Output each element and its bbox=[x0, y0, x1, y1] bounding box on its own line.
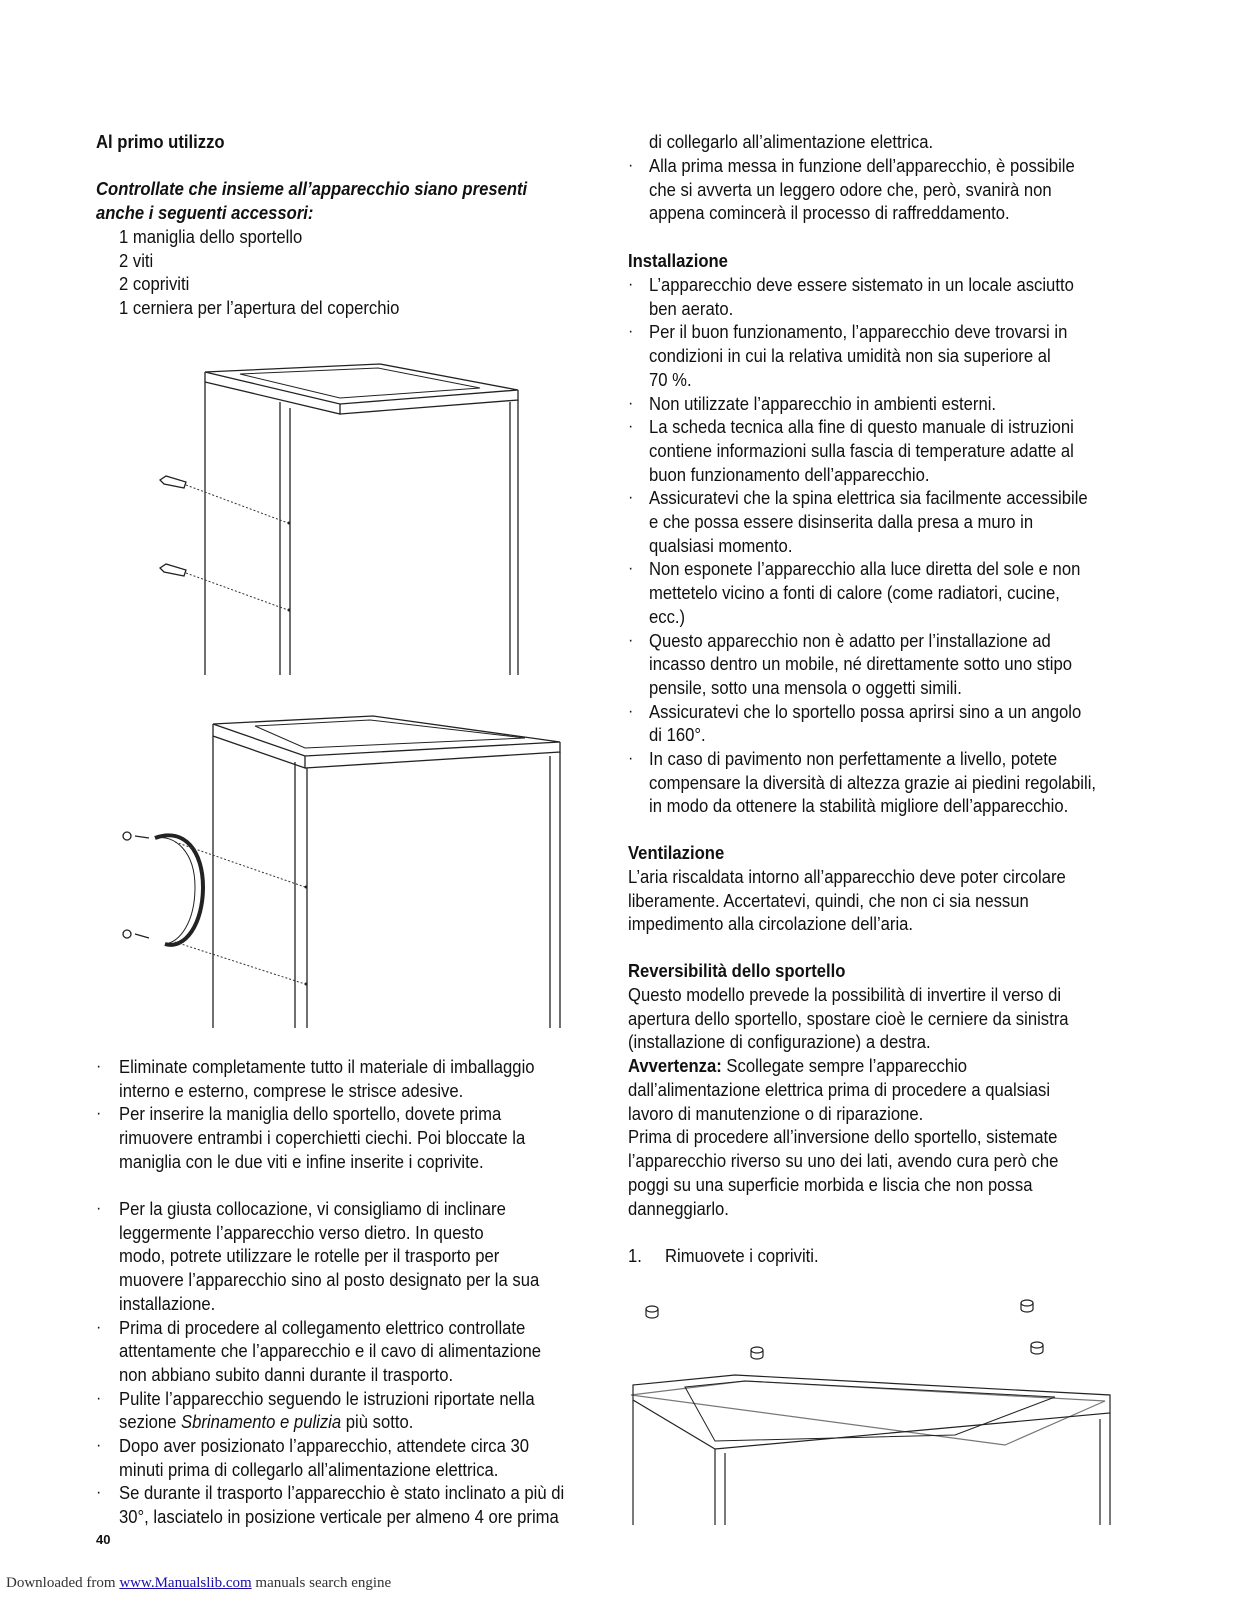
list-item-line: buon funzionamento dell’apparecchio. bbox=[649, 463, 930, 485]
list-item-line: e che possa essere disinserita dalla presa a muro in bbox=[649, 511, 1034, 532]
paragraph-line: liberamente. Accertatevi, quindi, che non ci sia nessun bbox=[628, 889, 1029, 911]
list-item-line: installazione. bbox=[119, 1292, 216, 1314]
list-item-line: compensare la diversità di altezza grazie ai piedini regolabili, bbox=[649, 771, 1097, 793]
cabinet-handle-illustration bbox=[115, 712, 565, 1032]
list-item-line: Per il buon funzionamento, l’apparecchio deve trovarsi in bbox=[649, 321, 1068, 343]
bullet-dot: · bbox=[628, 560, 634, 578]
section-prefix: sezione bbox=[119, 1411, 182, 1433]
list-item-line: Alla prima messa in funzione dell’apparecchio, è possibile bbox=[649, 155, 1075, 176]
bullet-dot: · bbox=[628, 750, 634, 767]
accessory-item: 1 cerniera per l’apertura del coperchio bbox=[119, 297, 400, 319]
bullet-dot: · bbox=[96, 1105, 102, 1123]
list-item-line: di 160°. bbox=[649, 724, 706, 746]
list-item-line: Questo apparecchio non è adatto per l’installazione ad bbox=[649, 629, 1051, 651]
list-item-line: interno e esterno, comprese le strisce adesive. bbox=[119, 1079, 464, 1101]
section-suffix: più sotto. bbox=[341, 1411, 414, 1433]
warning-line bbox=[628, 1054, 967, 1078]
paragraph-line: L’aria riscaldata intorno all’apparecchio deve poter circolare bbox=[628, 866, 1066, 887]
list-item-line: non abbiano subito danni durante il trasporto. bbox=[119, 1363, 454, 1385]
list-item-line: Non utilizzate l’apparecchio in ambienti esterni. bbox=[649, 392, 997, 414]
list-item-line: Non esponete l’apparecchio alla luce diretta del sole e non bbox=[649, 558, 1081, 580]
bullet-dot: · bbox=[628, 631, 634, 649]
paragraph-line: Prima di procedere all’inversione dello sportello, sistemate bbox=[628, 1126, 1058, 1148]
bullet-dot: · bbox=[96, 1437, 102, 1454]
section-title: Al primo utilizzo bbox=[96, 131, 225, 152]
paragraph-line: apertura dello sportello, spostare cioè le cerniere da sinistra bbox=[628, 1007, 1069, 1029]
list-item-line: in modo da ottenere la stabilità migliore dell’apparecchio. bbox=[649, 795, 1069, 817]
list-item-line: pensile, sotto una mensola o oggetti simili. bbox=[649, 676, 962, 698]
list-item-line: condizioni in cui la relativa umidità non sia superiore al bbox=[649, 345, 1051, 367]
warning-label: Avvertenza: bbox=[628, 1055, 722, 1076]
list-item-line: Per inserire la maniglia dello sportello, dovete prima bbox=[119, 1103, 502, 1125]
list-item-line: L’apparecchio deve essere sistemato in un locale asciutto bbox=[649, 274, 1074, 295]
bullet-dot: · bbox=[96, 1484, 102, 1502]
cabinet-screws-illustration bbox=[150, 360, 530, 680]
bullet-dot: · bbox=[628, 323, 634, 341]
section-reference-line bbox=[119, 1410, 413, 1434]
step-number: 1. bbox=[628, 1245, 642, 1266]
list-item-line: che si avverta un leggero odore che, però, svanirà non bbox=[649, 178, 1052, 200]
paragraph-line: lavoro di manutenzione o di riparazione. bbox=[628, 1102, 924, 1124]
list-item-line: maniglia con le due viti e infine inserite i coprivite. bbox=[119, 1150, 484, 1172]
list-item-line: minuti prima di collegarlo all’alimentazione elettrica. bbox=[119, 1458, 499, 1480]
accessory-item: 2 viti bbox=[119, 249, 154, 271]
bullet-dot: · bbox=[96, 1318, 102, 1336]
step-text: Rimuovete i copriviti. bbox=[665, 1245, 819, 1266]
list-item-line: Dopo aver posizionato l’apparecchio, attendete circa 30 bbox=[119, 1435, 530, 1456]
list-item-line: incasso dentro un mobile, né direttamente sotto uno stipo bbox=[649, 653, 1072, 675]
footer bbox=[6, 1575, 391, 1592]
list-item-line: ecc.) bbox=[649, 605, 686, 627]
list-item-line: La scheda tecnica alla fine di questo manuale di istruzioni bbox=[649, 416, 1074, 438]
list-item-line: Assicuratevi che lo sportello possa aprirsi sino a un angolo bbox=[649, 700, 1082, 722]
list-item-line: Per la giusta collocazione, vi consigliamo di inclinare bbox=[119, 1198, 506, 1219]
list-item-line: Se durante il trasporto l’apparecchio è stato inclinato a più di bbox=[119, 1482, 565, 1504]
list-item-line: ben aerato. bbox=[649, 297, 734, 319]
list-item-line: Pulite l’apparecchio seguendo le istruzioni riportate nella bbox=[119, 1387, 535, 1409]
list-item-line: contiene informazioni sulla fascia di temperature adatte al bbox=[649, 439, 1074, 461]
continued-line: di collegarlo all’alimentazione elettrica. bbox=[649, 131, 934, 152]
manualslib-link[interactable]: www.Manualslib.com bbox=[119, 1575, 252, 1591]
paragraph-line: impedimento alla circolazione dell’aria. bbox=[628, 913, 914, 935]
bullet-dot: · bbox=[628, 489, 634, 507]
list-item-line: appena comincerà il processo di raffreddamento. bbox=[649, 202, 1010, 224]
list-item-line: 30°, lasciatelo in posizione verticale per almeno 4 ore prima bbox=[119, 1506, 559, 1528]
list-item-line: qualsiasi momento. bbox=[649, 534, 793, 556]
section-ref: Sbrinamento e pulizia bbox=[181, 1411, 342, 1433]
paragraph-line: poggi su una superficie morbida e liscia che non possa bbox=[628, 1173, 1033, 1195]
warning-text: Scollegate sempre l’apparecchio bbox=[721, 1055, 968, 1076]
bullet-dot: · bbox=[628, 394, 634, 412]
list-item-line: mettetelo vicino a fonti di calore (come radiatori, cucine, bbox=[649, 582, 1060, 604]
bullet-dot: · bbox=[628, 276, 634, 293]
footer-prefix: Downloaded from bbox=[6, 1575, 120, 1591]
intro-line: anche i seguenti accessori: bbox=[96, 202, 314, 223]
list-item-line: rimuovere entrambi i coperchietti ciechi. Poi bloccate la bbox=[119, 1127, 526, 1149]
list-item-line: attentamente che l’apparecchio e il cavo di alimentazione bbox=[119, 1340, 542, 1362]
intro-line: Controllate che insieme all’apparecchio siano presenti bbox=[96, 178, 528, 199]
bullet-dot: · bbox=[96, 1058, 102, 1075]
list-item-line: 70 %. bbox=[649, 368, 692, 390]
list-item-line: leggermente l’apparecchio verso dietro. In questo bbox=[119, 1221, 484, 1243]
bullet-dot: · bbox=[628, 418, 634, 436]
list-item-line: Prima di procedere al collegamento elettrico controllate bbox=[119, 1316, 526, 1338]
accessory-item: 1 maniglia dello sportello bbox=[119, 226, 303, 247]
list-item-line: muovere l’apparecchio sino al posto designato per la sua bbox=[119, 1269, 540, 1291]
list-item-line: In caso di pavimento non perfettamente a livello, potete bbox=[649, 748, 1058, 769]
list-item-line: Eliminate completamente tutto il materiale di imballaggio bbox=[119, 1056, 535, 1077]
remove-covers-illustration bbox=[625, 1295, 1115, 1525]
bullet-dot: · bbox=[628, 157, 634, 174]
list-item-line: Assicuratevi che la spina elettrica sia facilmente accessibile bbox=[649, 487, 1088, 509]
bullet-dot: · bbox=[96, 1200, 102, 1217]
bullet-dot: · bbox=[628, 702, 634, 720]
paragraph-line: dall’alimentazione elettrica prima di procedere a qualsiasi bbox=[628, 1079, 1051, 1100]
paragraph-line: (installazione di configurazione) a destra. bbox=[628, 1031, 931, 1053]
section-title: Installazione bbox=[628, 250, 728, 271]
paragraph-line: l’apparecchio riverso su uno dei lati, avendo cura però che bbox=[628, 1150, 1059, 1172]
footer-suffix: manuals search engine bbox=[251, 1575, 392, 1591]
section-title: Reversibilità dello sportello bbox=[628, 960, 846, 981]
paragraph-line: danneggiarlo. bbox=[628, 1197, 729, 1219]
paragraph-line: Questo modello prevede la possibilità di invertire il verso di bbox=[628, 984, 1062, 1005]
section-title: Ventilazione bbox=[628, 842, 725, 863]
accessory-item: 2 copriviti bbox=[119, 273, 190, 295]
page-number: 40 bbox=[96, 1532, 111, 1547]
bullet-dot: · bbox=[96, 1389, 102, 1407]
list-item-line: modo, potrete utilizzare le rotelle per il trasporto per bbox=[119, 1245, 500, 1267]
